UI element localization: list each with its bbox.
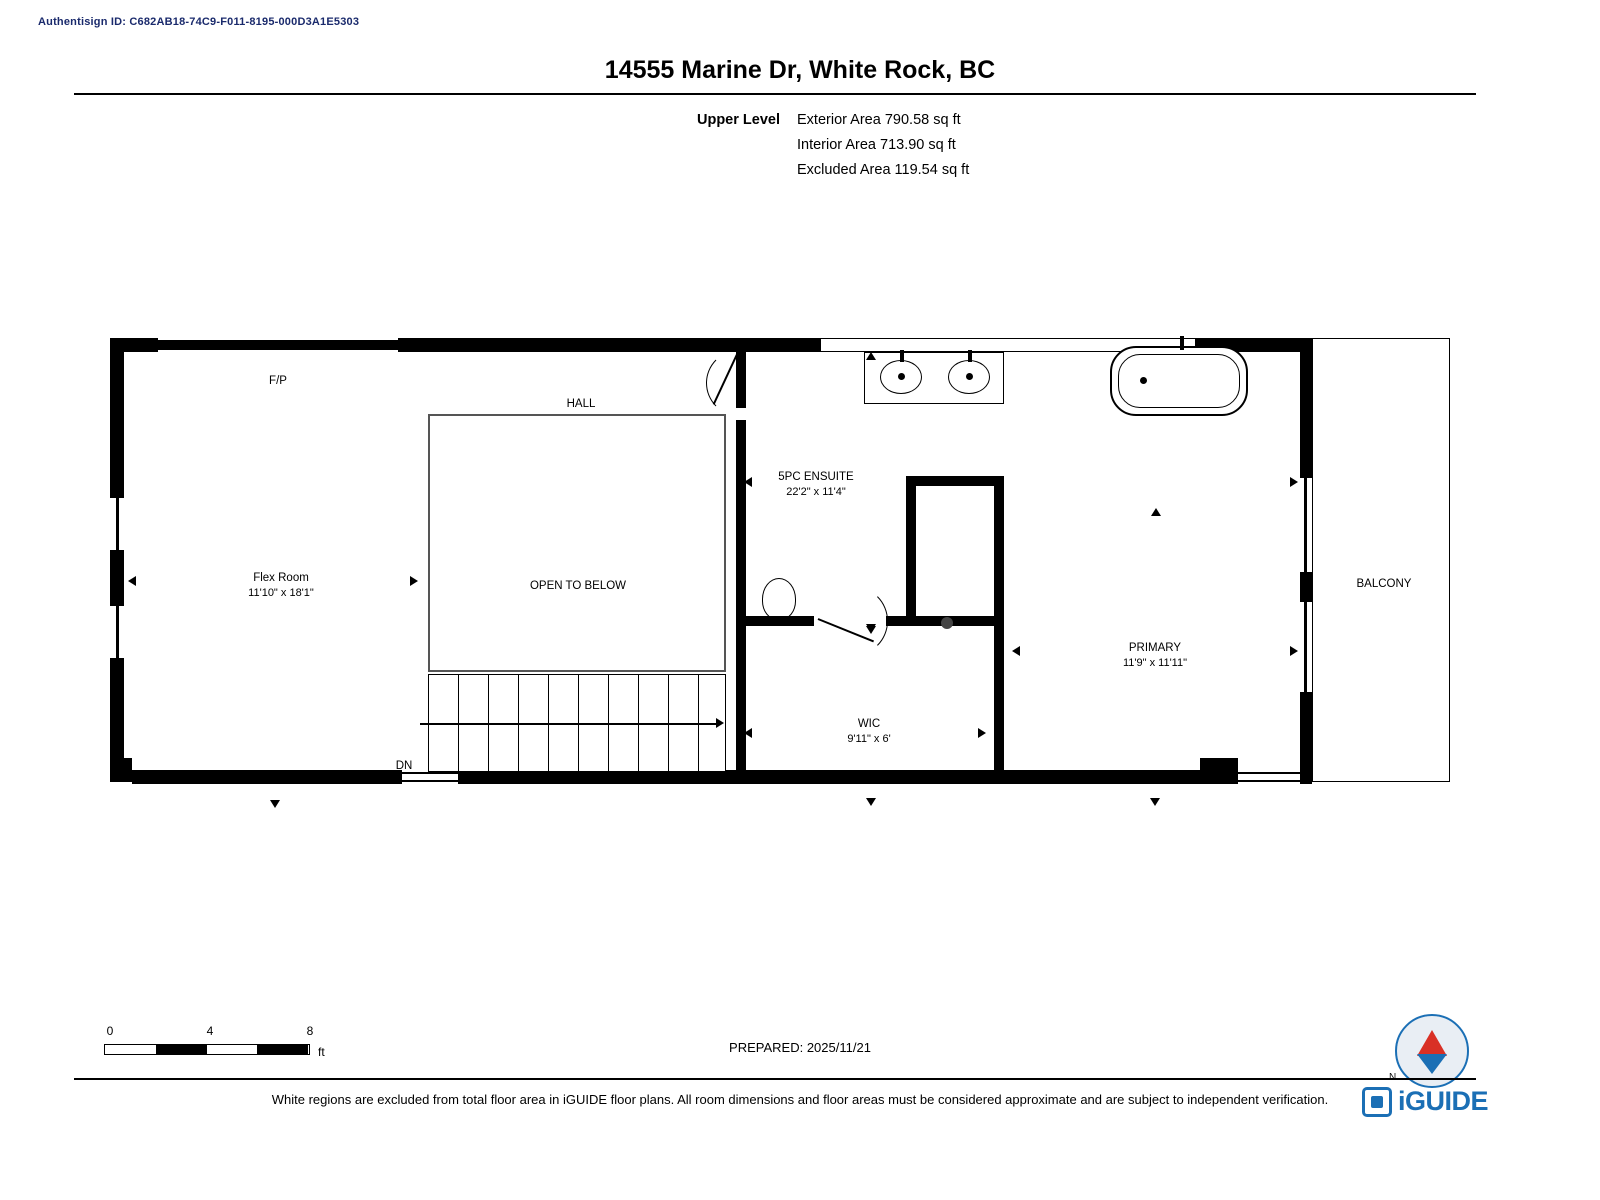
wall-right-lower <box>1300 692 1312 762</box>
iguide-mark-icon <box>1362 1087 1392 1117</box>
wall-hall-vertical-3 <box>736 616 746 784</box>
label-fireplace: F/P <box>269 375 287 387</box>
wall-top-mid <box>398 338 742 352</box>
door-bottom-right-2 <box>1238 780 1300 782</box>
extent-arrow-primary-left <box>1012 646 1020 656</box>
floor-plan <box>0 300 1600 880</box>
sink-drain-left <box>898 373 905 380</box>
prepared-date: PREPARED: 2025/11/21 <box>729 1040 871 1055</box>
faucet-right <box>968 350 972 362</box>
scale-tick-4: 4 <box>206 1024 214 1038</box>
label-ensuite: 5PC ENSUITE 22'2" x 11'4" <box>778 471 854 498</box>
bathtub-faucet <box>1180 336 1184 350</box>
level-label: Upper Level <box>697 112 780 128</box>
disclaimer-text: White regions are excluded from total floor area in iGUIDE floor plans. All room dimensions and floor areas must be considered approximate and are subject to independent verification. <box>271 1092 1329 1107</box>
wall-left-lower <box>110 658 124 772</box>
label-dn: DN <box>395 760 413 772</box>
door-arc-hall <box>706 350 772 416</box>
scale-tick-8: 8 <box>306 1024 314 1038</box>
compass-icon <box>1395 1014 1469 1088</box>
iguide-logo <box>1362 1086 1488 1117</box>
extent-arrow-wic-right <box>978 728 986 738</box>
wall-bottom-mid <box>458 770 736 784</box>
footer-divider <box>74 1078 1476 1080</box>
wall-wic-right <box>994 482 1004 784</box>
toilet-tank <box>746 616 814 626</box>
authentisign-id: Authentisign ID: C682AB18-74C9-F011-8195-000D3A1E5303 <box>38 16 360 28</box>
extent-arrow-wic-left <box>744 728 752 738</box>
extent-arrow-ensuite-up <box>866 352 876 360</box>
wall-bottom-right-block <box>1200 758 1238 784</box>
door-bottom-left-2 <box>402 780 458 782</box>
stair-direction-line <box>420 723 720 725</box>
wall-top-ensuite <box>742 338 820 352</box>
label-balcony: BALCONY <box>1356 578 1412 590</box>
door-arc-wic <box>818 586 888 656</box>
wall-left-upper <box>110 338 124 498</box>
wall-hall-vertical-2 <box>736 420 746 616</box>
toilet-bowl <box>762 578 796 620</box>
extent-arrow-flex-right <box>410 576 418 586</box>
label-open-to-below: OPEN TO BELOW <box>529 580 627 592</box>
window-right-1 <box>1304 478 1307 572</box>
exterior-area: Exterior Area 790.58 sq ft <box>797 112 961 128</box>
wall-bottom-left-corner <box>110 758 132 782</box>
fireplace <box>158 340 398 350</box>
stair-direction-arrow <box>716 718 724 728</box>
faucet-left <box>900 350 904 362</box>
iguide-wordmark: iGUIDE <box>1398 1086 1489 1116</box>
wall-wic-left-closet <box>906 476 916 626</box>
label-flex-room: Flex Room 11'10" x 18'1" <box>248 572 314 599</box>
extent-arrow-flex-down <box>270 800 280 808</box>
label-wic: WIC 9'11" x 6' <box>847 718 891 745</box>
title-divider <box>74 93 1476 95</box>
wall-left-mid <box>110 550 124 606</box>
balcony-outline <box>1312 338 1450 782</box>
shower-head-icon <box>941 617 953 629</box>
extent-arrow-primary-down <box>1150 798 1160 806</box>
window-left-1 <box>116 498 119 550</box>
extent-arrow-ensuite-left <box>744 477 752 487</box>
sink-drain-right <box>966 373 973 380</box>
extent-arrow-ensuite-up-2 <box>1151 508 1161 516</box>
label-hall: HALL <box>566 398 596 410</box>
wall-right-mid <box>1300 572 1312 602</box>
scale-tick-0: 0 <box>106 1024 114 1038</box>
extent-arrow-toilet-down <box>866 626 876 634</box>
wall-wic-ensuite-top <box>906 476 1004 486</box>
wall-right-upper <box>1300 338 1312 478</box>
wall-bottom-left <box>132 770 402 784</box>
door-bottom-right-1 <box>1238 772 1300 774</box>
extent-arrow-primary-right <box>1290 646 1298 656</box>
window-left-2 <box>116 606 119 658</box>
extent-arrow-ensuite-right <box>1290 477 1298 487</box>
wall-bottom-wic <box>736 770 1200 784</box>
window-right-2 <box>1304 602 1307 692</box>
page-title: 14555 Marine Dr, White Rock, BC <box>604 56 996 84</box>
extent-arrow-wic-down <box>866 798 876 806</box>
excluded-area: Excluded Area 119.54 sq ft <box>797 162 970 178</box>
interior-area: Interior Area 713.90 sq ft <box>797 137 956 153</box>
bathtub-drain <box>1140 377 1147 384</box>
open-to-below-area <box>428 414 726 672</box>
label-primary: PRIMARY 11'9" x 11'11" <box>1123 642 1187 669</box>
extent-arrow-flex-left <box>128 576 136 586</box>
bathtub-inner <box>1118 354 1240 408</box>
scale-unit: ft <box>318 1045 325 1059</box>
area-summary <box>697 108 1397 183</box>
